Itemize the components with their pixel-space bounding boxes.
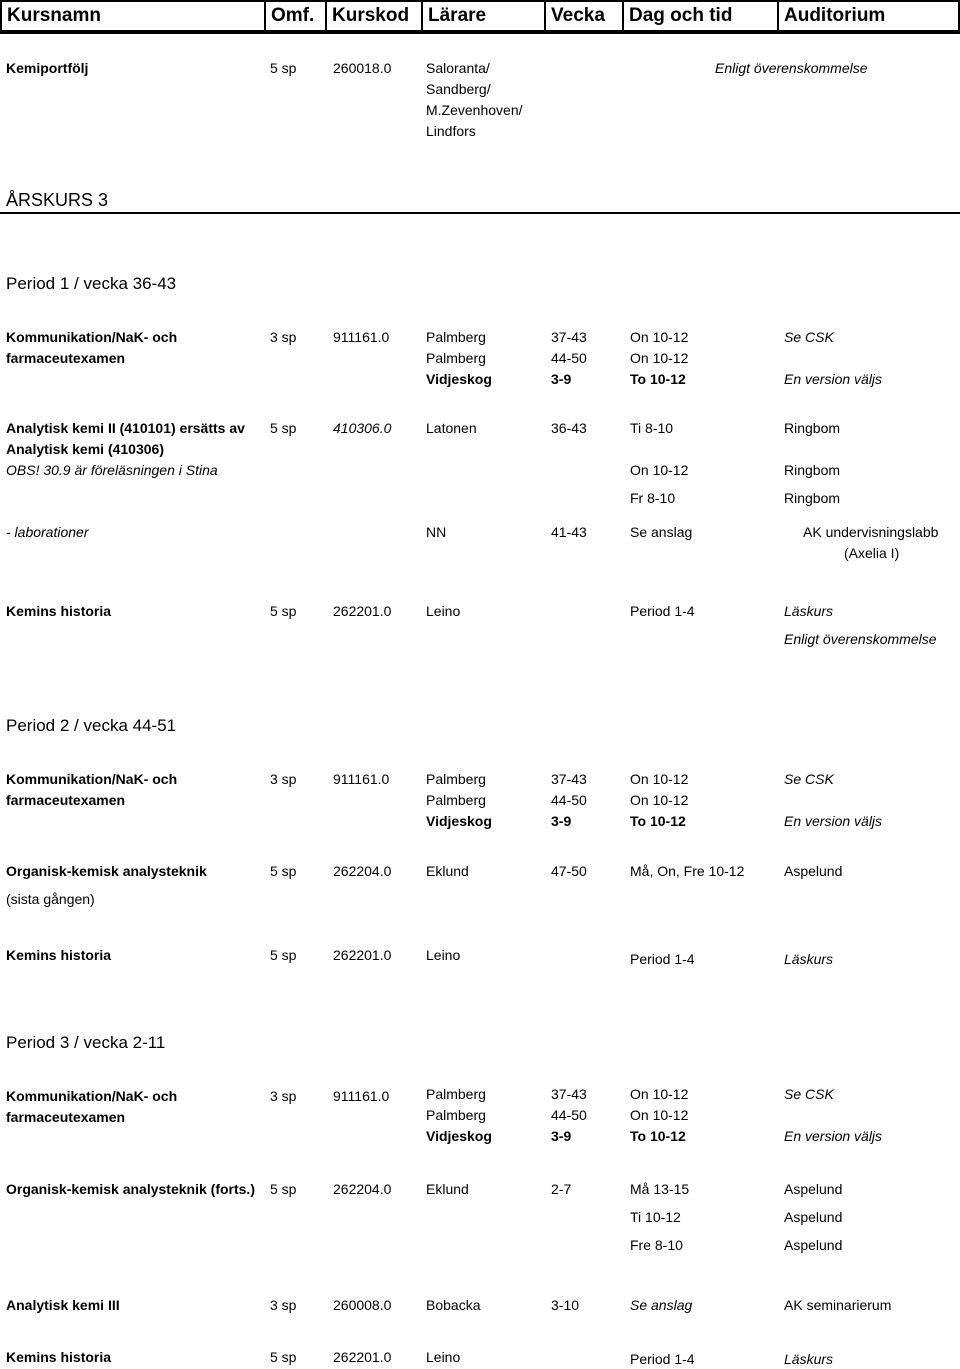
day-time: Fr 8-10	[630, 490, 676, 506]
room: Ringbom	[784, 462, 841, 478]
day-time: On 10-12	[630, 462, 689, 478]
course-code: 911161.0	[333, 771, 390, 787]
period-title: Period 3 / vecka 2-11	[6, 1033, 166, 1052]
course-omf: 3 sp	[270, 771, 297, 787]
day-time: Se anslag	[630, 524, 693, 540]
room: Aspelund	[784, 863, 843, 879]
header-kurskod: Kurskod	[327, 2, 421, 30]
course-omf: 5 sp	[270, 863, 297, 879]
day-time: On 10-12	[630, 792, 689, 808]
section-divider	[0, 212, 960, 214]
teacher: Bobacka	[426, 1297, 481, 1313]
room: En version väljs	[784, 371, 883, 387]
room: Se CSK	[784, 329, 834, 345]
course-name: - laborationer	[6, 524, 89, 540]
teacher: Leino	[426, 947, 461, 963]
week: 3-10	[551, 1297, 580, 1313]
day-time: On 10-12	[630, 1086, 689, 1102]
room: En version väljs	[784, 1128, 883, 1144]
course-code: 260008.0	[333, 1297, 392, 1313]
section-title-arskurs: ÅRSKURS 3	[6, 190, 109, 210]
day-time: To 10-12	[630, 371, 686, 387]
course-omf: 5 sp	[270, 1349, 297, 1365]
room: AK seminarierum	[784, 1297, 892, 1313]
room: Enligt överenskommelse	[784, 631, 937, 647]
course-name: Kemins historia	[6, 1349, 112, 1365]
room: Ringbom	[784, 490, 841, 506]
day-time: Period 1-4	[630, 603, 695, 619]
teacher: Palmberg	[426, 792, 486, 808]
room: Ringbom	[784, 420, 841, 436]
course-code: 410306.0	[333, 420, 392, 436]
room: Läskurs	[784, 951, 834, 967]
teacher: Vidjeskog	[426, 1128, 492, 1144]
teacher-line: Sandberg/	[426, 81, 491, 97]
teacher-line: M.Zevenhoven/	[426, 102, 523, 118]
room: (Axelia I)	[844, 545, 900, 561]
course-code: 260018.0	[333, 60, 392, 76]
day-time: Period 1-4	[630, 1351, 695, 1367]
week: 37-43	[551, 1086, 587, 1102]
course-omf: 5 sp	[270, 60, 297, 76]
teacher: Leino	[426, 1349, 461, 1365]
table-header	[0, 0, 960, 34]
room: Läskurs	[784, 603, 834, 619]
course-code: 262204.0	[333, 1181, 392, 1197]
period-title: Period 2 / vecka 44-51	[6, 716, 177, 735]
week: 3-9	[551, 371, 572, 387]
week: 3-9	[551, 1128, 572, 1144]
day-time: Fre 8-10	[630, 1237, 683, 1253]
course-omf: 5 sp	[270, 1181, 297, 1197]
room: En version väljs	[784, 813, 883, 829]
teacher: Eklund	[426, 863, 469, 879]
course-name: farmaceutexamen	[6, 792, 126, 808]
day-time: Ti 8-10	[630, 420, 674, 436]
course-note: (sista gången)	[6, 891, 95, 907]
course-name: Kommunikation/NaK- och	[6, 329, 178, 345]
week: 2-7	[551, 1181, 572, 1197]
teacher: Latonen	[426, 420, 477, 436]
course-omf: 5 sp	[270, 947, 297, 963]
room: Se CSK	[784, 771, 834, 787]
header-larare: Lärare	[423, 2, 544, 30]
header-kursnamn: Kursnamn	[2, 2, 264, 30]
course-note: OBS! 30.9 är föreläsningen i Stina	[6, 462, 218, 478]
header-omf: Omf.	[266, 2, 325, 30]
teacher: Palmberg	[426, 350, 486, 366]
teacher: Palmberg	[426, 1086, 486, 1102]
course-name: Kommunikation/NaK- och	[6, 771, 178, 787]
course-name: Kommunikation/NaK- och	[6, 1088, 178, 1104]
room: Läskurs	[784, 1351, 834, 1367]
teacher: Palmberg	[426, 771, 486, 787]
day-time: To 10-12	[630, 1128, 686, 1144]
day-time: On 10-12	[630, 350, 689, 366]
course-name: Analytisk kemi II (410101) ersätts av	[6, 420, 245, 436]
day-time: On 10-12	[630, 329, 689, 345]
teacher: Palmberg	[426, 1107, 486, 1123]
course-omf: 3 sp	[270, 1297, 297, 1313]
course-omf: 5 sp	[270, 420, 297, 436]
week: 37-43	[551, 771, 587, 787]
day-time: On 10-12	[630, 771, 689, 787]
week: 3-9	[551, 813, 572, 829]
room: Enligt överenskommelse	[715, 60, 868, 76]
day-time: Må 13-15	[630, 1181, 690, 1197]
day-time: Ti 10-12	[630, 1209, 681, 1225]
week: 44-50	[551, 1107, 587, 1123]
course-omf: 3 sp	[270, 1088, 297, 1104]
course-code: 262201.0	[333, 1349, 392, 1365]
course-name: Analytisk kemi (410306)	[6, 441, 164, 457]
teacher: Palmberg	[426, 329, 486, 345]
course-name: Kemins historia	[6, 603, 112, 619]
day-time: Period 1-4	[630, 951, 695, 967]
room: Aspelund	[784, 1237, 843, 1253]
course-code: 911161.0	[333, 329, 390, 345]
course-code: 262201.0	[333, 947, 392, 963]
teacher: NN	[426, 524, 447, 540]
course-code: 262204.0	[333, 863, 392, 879]
course-code: 262201.0	[333, 603, 392, 619]
room: Aspelund	[784, 1181, 843, 1197]
room: Se CSK	[784, 1086, 834, 1102]
day-time: Må, On, Fre 10-12	[630, 863, 745, 879]
course-name: farmaceutexamen	[6, 350, 126, 366]
teacher-line: Lindfors	[426, 123, 476, 139]
week: 44-50	[551, 350, 587, 366]
course-name: Organisk-kemisk analysteknik (forts.)	[6, 1181, 255, 1197]
course-name: Analytisk kemi III	[6, 1297, 120, 1313]
room: Aspelund	[784, 1209, 843, 1225]
day-time: On 10-12	[630, 1107, 689, 1123]
course-name: Kemiportfölj	[6, 60, 89, 76]
course-code: 911161.0	[333, 1088, 390, 1104]
teacher: Vidjeskog	[426, 813, 492, 829]
course-omf: 3 sp	[270, 329, 297, 345]
week: 44-50	[551, 792, 587, 808]
week: 37-43	[551, 329, 587, 345]
course-name: Organisk-kemisk analysteknik	[6, 863, 207, 879]
room: AK undervisningslabb	[803, 524, 939, 540]
teacher-line: Saloranta/	[426, 60, 490, 76]
day-time: To 10-12	[630, 813, 686, 829]
course-name: farmaceutexamen	[6, 1109, 126, 1125]
header-dag-och-tid: Dag och tid	[624, 2, 777, 30]
period-title: Period 1 / vecka 36-43	[6, 274, 177, 293]
course-name: Kemins historia	[6, 947, 112, 963]
week: 36-43	[551, 420, 587, 436]
week: 47-50	[551, 863, 587, 879]
week: 41-43	[551, 524, 587, 540]
header-auditorium: Auditorium	[779, 2, 958, 30]
header-vecka: Vecka	[546, 2, 622, 30]
teacher: Vidjeskog	[426, 371, 492, 387]
teacher: Eklund	[426, 1181, 469, 1197]
course-omf: 5 sp	[270, 603, 297, 619]
teacher: Leino	[426, 603, 461, 619]
day-time: Se anslag	[630, 1297, 693, 1313]
